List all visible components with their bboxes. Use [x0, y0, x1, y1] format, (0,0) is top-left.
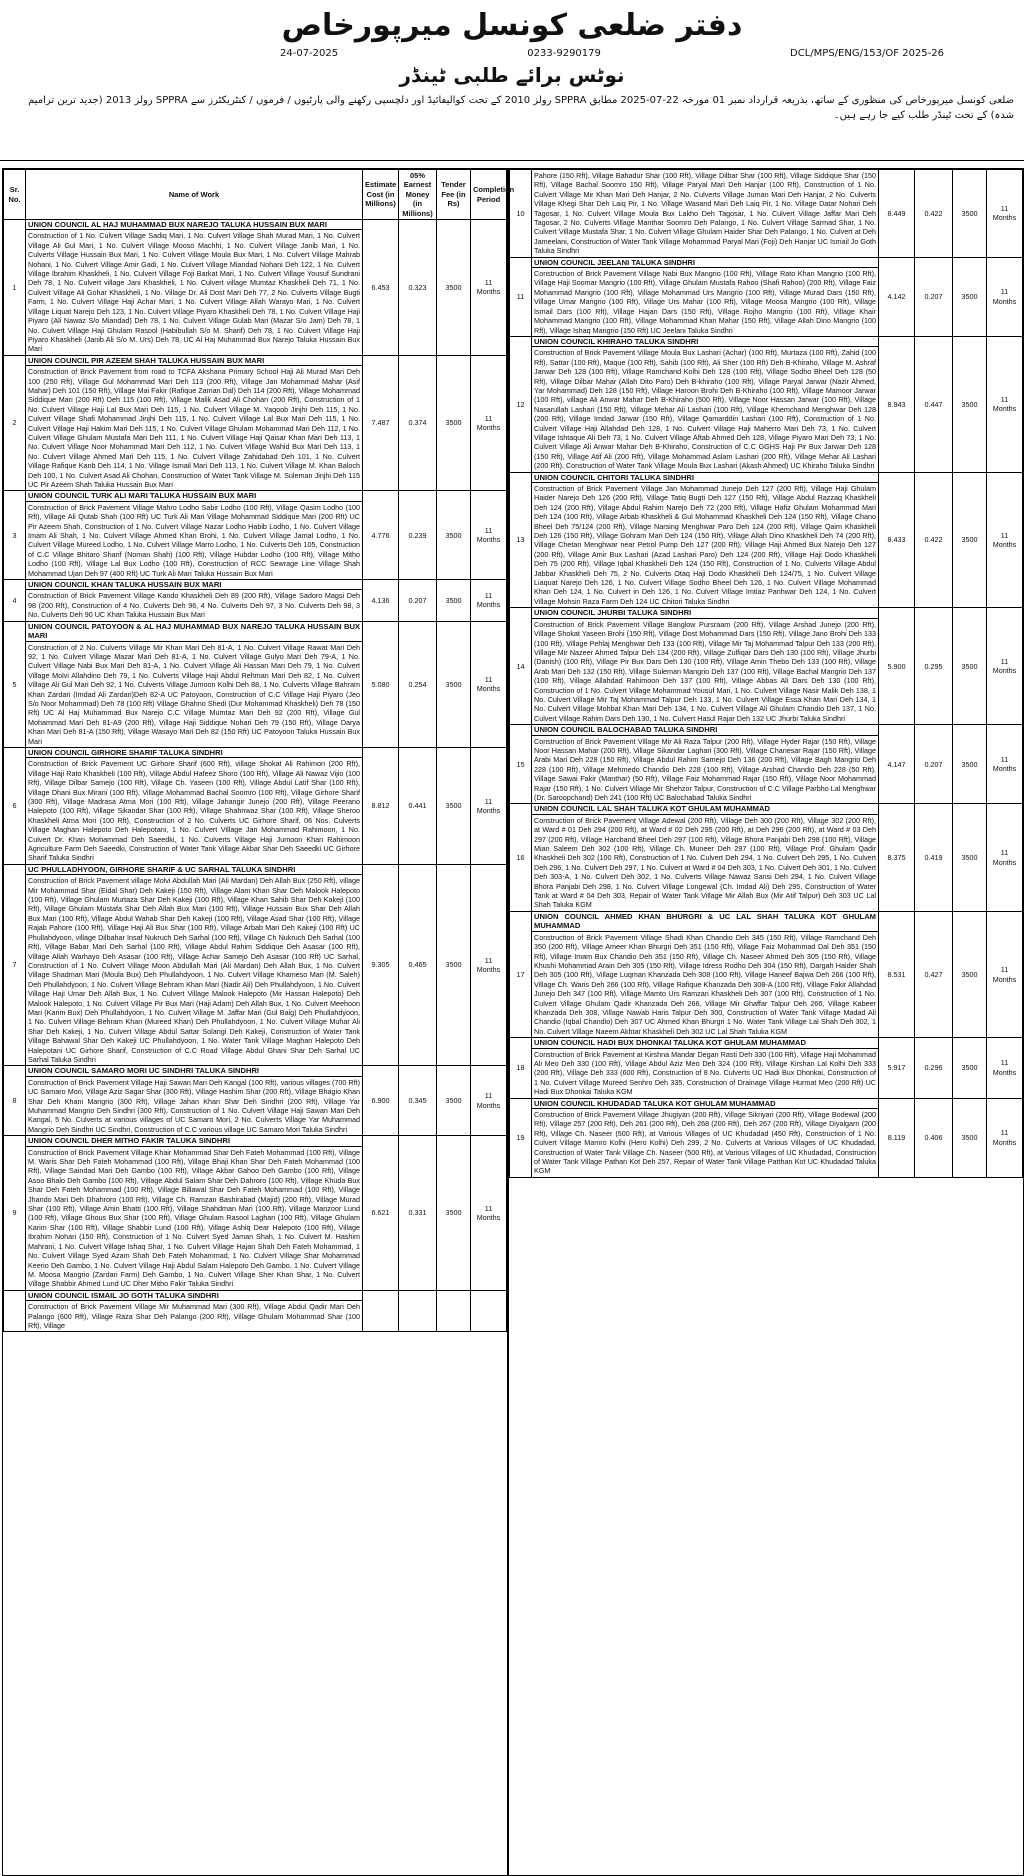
- earnest-money: 0.427: [915, 911, 953, 1037]
- header-work: Name of Work: [26, 170, 363, 220]
- work-description: [532, 170, 879, 258]
- work-description: [532, 725, 879, 804]
- right-column: [508, 168, 1024, 1876]
- serial-number: 14: [510, 608, 532, 725]
- earnest-money: [399, 1290, 437, 1332]
- table-row: [4, 1290, 507, 1332]
- work-description: [26, 621, 363, 747]
- work-text: Construction of Brick Pavement Village Adewal (200 Rft), Village Deh 300 (200 Rft), Village 302 (200 Rft), at Ward # 01 Deh 294 (200 Rft), at Ward # 02 Deh 295 (200 Rft), at Deh 296 (200 Rft), at Ward # 03 Deh 297 (200 Rft), Village Harchand Bheel Deh 297 (100 Rft), Village Bhora Panjabi Deh 298 (100 Rft), Village Mian Saleem Deh 302 (100 Rft), Village Ch. Muneer Deh 297 (100 Rft), Village Prof. Ghulam Qadir Khaskheli Deh 302 (100 Rft), Construction of 1 No. Culvert Deh 294, 1 No. Culvert Deh 295, 1 No. Culvert Deh 296, 1 No. Culvert Deh 297, 1 No. Culvert at Ward # 04 Deh 303, 1 No. Culvert Deh 301, 1 No. Culvert Deh 303-A, 1 No. Culvert Deh 302, 1 No. Culverts Village Nawaz Sansi Deh 294, 1 No. Culvert Village Bhora Panjabi Deh 298, 1 No. Culvert Village Longewal (Ch. Imdad Ali) Deh 295, Construction of Water Tank at Ward # 04 Deh 303, Repair of Water Tank Village Mir Allah Bux (Mir Atif Talpur) Deh 303 UC Lal Shah Taluka KGM: [534, 815, 876, 910]
- serial-number: 17: [510, 911, 532, 1037]
- office-title: دفتر ضلعی کونسل میرپورخاص: [281, 8, 743, 43]
- work-text: Construction of Brick Pavement Village Jan Mohammad Junejo Deh 127 (200 Rft), Village Haji Ghulam Haider Narejo Deh 126 (200 Rft), Village Tatiq Bugti Deh 127 (150 Rft), Village Abdul Razzaq Khaskheli Deh 124 (200 Rft), Village Abdul Rahim Narejo Deh 72 (200 Rft), Village Hafiz Ghulam Mohammad Mari Deh 124 (100 Rft), Village Arbab Khaskheli & Gul Mohammad Khaskheli Deh 124 (150 Rft), Village Chano Bheel Deh 75/124 (200 Rft), Village Narsing Menghwar Paro Deh 124 (200 Rft), Village Qaim Khaskheli Deh 126 (150 Rft), Village Gohram Mari Deh 124 (150 Rft), Village Allah Dino Khaskheli Deh 74 (200 Rft), Village Chetan Menghwar near Petrol Pump Deh 127 (200 Rft), Village Haji Ahmed Bux Narejo Deh 127 (200 Rft), Village Amir Bux Lashari (Azad Lashari Paro) Deh 124 (200 Rft), Village Haji Dodo Khaskheli Deh 75 (200 Rft), Village Iqbal Khaskheli Deh 124 (150 Rft), Construction of 1 No. Culverts Village Abdul Jabbar Khaskheli Deh 75, 2 No. Culverts Otaq Haji Dodo Khaskheli Deh 124/75, 1 No. Culvert Village Liaquat Narejo Deh 126, 1 No. Culvert Village Sodho Bheel Deh 126, 1 No. Culvert Village Mohammad Khan Deh 124, 1 No. Culvert in Deh 126, 1 No. Culvert Village Imtiaz Panhwar Deh 124, 1 No. Culvert Village Mohsin Raza Farm Deh 124 UC Chitori Taluka Sindhri: [534, 484, 876, 606]
- notice-date: 24-07-2025: [280, 48, 339, 59]
- table-row: [4, 621, 507, 747]
- estimate-cost: 5.080: [363, 621, 399, 747]
- table-row: [510, 1038, 1023, 1098]
- work-text: Construction of Brick Pavement Village Jhugiyan (200 Rft), Village Sikriyari (200 Rft), Village Bodewal (200 Rft), Village 257 (200 Rft), Deh 261 (200 Rft), Deh 268 (200 Rft), Deh 267 (200 Rft), Village Diyalgarn (200 Rft), Village Ch. Naseer (500 Rft), at Various Villages of UC Khudadad (450 Rft), Construction of 1 No. Culvert Village Mamro Kolhi (Hero Kolhi) Deh 299, 2 No. Culverts at Various Villages of UC Khudadad, Construction of Water Tank Village Ch. Naseer (500 Rft), at Various Villages of UC Khudadad, Construction of Water Tank Village Pathan Kot Deh 257, Repair of Water Tank Village Patthan Kot UC Khudadad Taluka KGM: [534, 1110, 876, 1176]
- table-row: [4, 1136, 507, 1291]
- notice-header: [0, 0, 1024, 161]
- header-sr: Sr. No.: [4, 170, 26, 220]
- earnest-money: 0.207: [915, 725, 953, 804]
- work-text: Construction of Brick Pavement Village Shadi Khan Chandio Deh 345 (150 Rft), Village Ramchand Deh 350 (200 Rft), Village Ameer Khan Bhurgri Deh 351 (150 Rft), Village Faiz Mohammad Dal Deh 351 (150 Rft), Village Imam Bux Chandio Deh 351 (150 Rft), Village Ch. Naseer Ahmed Deh 305 (150 Rft), Village Khushi Mohammad Arain Deh 305 (150 Rft), Village Idress Rodho Deh 304 (150 Rft), Dargah Haider Shah Deh 305 (100 Rft), Village Luqman Khanzada Deh 308 (100 Rft), Village Haneef Bajwa Deh 266 (100 Rft), Village Ch. Waris Deh 266 (100 Rft), Village Rafique Khanzada Deh 308-A (100 Rft), Village Fakir Allahdad Junejo Deh 347 (100 Rft), Village Mamto Urs Ramzan Khaskheli Deh 307 (100 Rft), Construction of 1 No. Culvert Village Ghulam Qadir Khanzada Deh 266, Village Mir Ghaffar Talpur Deh 266, Village Kabeer Khanzada Deh 308, Village Nawab Haris Talpur Deh 300, Construction of Water Tank Village Madad Ali Chandio (Iqbal Chandio) Deh 307 UC Ahmed Khan Bhurgri 1 No. Water Tank Village Lal Shah Deh 302, 1 No. Culvert Village Naeem Akhtar Khaskheli Deh 302 UC Lal Shah Taluka KGM: [534, 932, 876, 1036]
- union-council-heading: UNION COUNCIL CHITORI TALUKA SINDHRI: [532, 473, 878, 483]
- serial-number: 3: [4, 491, 26, 580]
- estimate-cost: 8.812: [363, 747, 399, 864]
- work-description: [26, 491, 363, 580]
- serial-number: 15: [510, 725, 532, 804]
- union-council-heading: UNION COUNCIL KHIRAHO TALUKA SINDHRI: [532, 337, 878, 347]
- tender-table-right: [509, 169, 1023, 1178]
- earnest-money: 0.345: [399, 1066, 437, 1136]
- tender-fee: 3500: [953, 170, 987, 258]
- tender-fee: [437, 1290, 471, 1332]
- completion-period: 11 Months: [471, 580, 507, 622]
- work-description: [26, 864, 363, 1066]
- estimate-cost: 8.433: [879, 472, 915, 608]
- work-text: Construction of Brick Pavement from road to TCFA Akshana Primary School Haji Ali Murad Mari Deh 100 (250 Rft), Village Gul Mohammad Mari Deh 113 (200 Rft), Village Jan Mohammad Mahar (Asif Mahar) Deh 101 (150 Rft), Village Mai Fakir (Rafique Zaman Dal) Deh 114 (200 Rft), Village Mohammad Siddique Mari (200 Rft) Deh 115 (100 Rft), Village Malik Asad Ali Chohan (200 Rft), Construction of 1 No. Culvert Village Haji Lal Bux Mari Deh 115, 1 No. Culvert Village M. Yaqoob Jinjhi Deh 115, 1 No. Culvert Village Shafi Mohammad Jinjhi Deh 115, 1 No. Culvert Village Lal Bux Mari Deh 115, 1 No. Culvert Village Haji Hakim Mari Deh 115, 1 No. Culvert Village Ghulam Mohammad Mari Deh 112, 1 No. Culvert Village Ghulam Mustafa Mari Deh 111, 1 No. Culvert Village Haji Qaisar Khan Mari Deh 113, 1 No. Culvert Village Noor Mohammad Mari Deh 112, 1 No. Culvert Village Wahid Bux Mari Deh 113, 1 No. Culvert Village Ahmed Mari Deh 115, 1 No. Culvert Village Zahidabad Deh 101, 1 No. Culvert Village Rafique Kanb Deh 114, 1 No. Village Ismail Mari Deh 113, 1 No. Culvert Village M. Khan Baloch Deh 100, 1 No. Culvert Asad Ali Chohan, Construction of Water Tank Village M. Suleman Jinjhi Deh 115 UC Pir Azeem Shah Taluka Hussain Bux Mari: [28, 367, 360, 489]
- completion-period: 11 Months: [987, 1038, 1023, 1098]
- completion-period: 11 Months: [987, 804, 1023, 911]
- table-row: [510, 804, 1023, 911]
- notice-title: نوٹس برائے طلبی ٹینڈر: [399, 63, 625, 87]
- work-text: Construction of Brick Pavement UC Girhore Sharif (600 Rft), village Shokat Ali Rahimon (200 Rft), Village Haji Rato Khaskheli (100 Rft), Village Abdul Hafeez Shoro (100 Rft), Village Ali Nawaz Vijio (100 Rft), Village Dilbar Samejo (100 Rft), Village Ch. Yaseen (100 Rft), Village Abdul Latif Shar (100 Rft), Village Dhani Bux Mirani (100 Rft), Village Mohammad Bachal Soomro (100 Rft), Village Girhore Sharif (300 Rft), Village Madrasa Atma Mori (100 Rft), Village Jahangir Junejo (200 Rft), Village Peerano Halepoto (100 Rft), Village Sikandar Shar (100 Rft), Village Shahnwaz Shar (100 Rft), Village Sheroo Khaskheli Atma Mori (100 Rft), Construction of 2 No. Culverts UC Girhore Sharif, 06 Nos. Culverts Village Maghan Halepoto Deh Halepotani, 1 No. Culvert Village Jan Mohammad Rahimoon, 1 No. Culvert Dr. Khan Mohammad Deh Saeedki, 1 No. Culverts Village Haji Jumoon Khan Rahimoon Agriculture Farm Deh Saeedki, Construction of Water Tank Village Akbar Shar Deh Saeedki UC Girhore Sharif Taluka Sindhri: [28, 759, 360, 863]
- completion-period: 11 Months: [471, 491, 507, 580]
- completion-period: 11 Months: [471, 747, 507, 864]
- table-row: [4, 355, 507, 491]
- work-text: Construction of Brick Pavement at Kirshna Mandar Degan Rasti Deh 330 (100 Rft), Village Haji Mohammad Ali Meo Deh 330 (100 Rft), Village Abdul Aziz Meo Deh 324 (100 Rft), Village Kirshan Lal Kolhi Deh 333 (200 Rft), Village Deh 333 (600 Rft), Construction of 8 No. Culverts UC Hadi Bux Dhonkai, Construction of 1 No. Culvert Village Mureed Senhro Deh 335, Construction of Drainage Village Hurmat Meo (200 Rft) UC Hadi Bux Dhonkai Taluka KGM: [534, 1049, 876, 1097]
- serial-number: 9: [4, 1136, 26, 1291]
- earnest-money: 0.296: [915, 1038, 953, 1098]
- header-completion: Completion Period: [471, 170, 507, 220]
- tender-fee: 3500: [437, 864, 471, 1066]
- tender-fee: 3500: [953, 336, 987, 472]
- left-column: [2, 168, 515, 1876]
- union-council-heading: UNION COUNCIL ISMAIL JO GOTH TALUKA SINDHRI: [26, 1291, 362, 1301]
- work-description: [26, 220, 363, 356]
- completion-period: 11 Months: [987, 472, 1023, 608]
- union-council-heading: UC PHULLADHYOON, GIRHORE SHARIF & UC SARHAL TALUKA SINDHRI: [26, 865, 362, 875]
- tender-fee: 3500: [437, 355, 471, 491]
- work-description: [532, 257, 879, 336]
- table-row: [510, 1098, 1023, 1177]
- earnest-money: 0.323: [399, 220, 437, 356]
- work-text: Construction of Brick Pavement Village Kando Khaskheli Deh 89 (200 Rft), Village Sadoro Magsi Deh 98 (200 Rft), Construction of 4 No. Culverts Deh 96, 4 No. Culverts Deh 97, 3 No. Culverts Deh 98, 3 No. Culverts Deh 90 UC Khan Taluka Hussain Bux Mari: [28, 591, 360, 620]
- serial-number: 5: [4, 621, 26, 747]
- union-council-heading: UNION COUNCIL GIRHORE SHARIF TALUKA SINDHRI: [26, 748, 362, 758]
- estimate-cost: 7.487: [363, 355, 399, 491]
- table-row: [4, 1066, 507, 1136]
- serial-number: 12: [510, 336, 532, 472]
- work-text: Construction of Brick Pavement Village Mir Muhammad Mari (300 Rft), Village Abdul Qadir Mari Deh Palango (600 Rft), Village Raza Shar Deh Palango (200 Rft), Village Ghulam Mohammad Shar (100 Rft), Village: [28, 1302, 360, 1330]
- earnest-money: 0.419: [915, 804, 953, 911]
- completion-period: 11 Months: [987, 608, 1023, 725]
- tender-fee: 3500: [437, 1136, 471, 1291]
- tender-fee: 3500: [953, 725, 987, 804]
- tender-fee: 3500: [953, 911, 987, 1037]
- earnest-money: 0.331: [399, 1136, 437, 1291]
- table-row: [4, 747, 507, 864]
- table-row: [4, 864, 507, 1066]
- tender-fee: 3500: [953, 257, 987, 336]
- work-text: Construction of Brick Pavement Village Moula Bux Lashari (Achar) (100 Rft), Murtaza (100 Rft), Zahid (100 Rft), Sattar (100 Rft), Maque (100 Rft), Sahib (100 Rft), Ali Sher (100 Rft) Deh B-Khiraho, Village M. Ashraf Jarwar Deh 128 (100 Rft), Village Ramchand Kolhi Deh 128 (100 Rft), Village Sodho Bheel Deh 128 (50 Rft), Village Dilbar Mahar (Allah Dito Paro) Deh B-khiraho (100 Rft), Village Paryal Jarwar (Nazir Ahmed, Yar Mohammad) Deh 128 (150 Rft), Village Haroon Brohi Deh B-Khiraho (100 Rft), Village Mamoor Jarwar (100 Rft), village Ali Anwar Mahar Deh B-Khiraho (500 Rft), Village Noor Hassan Jarwar (100 Rft), Village Nasarullah Lashari (150 Rft), Village Mehar Ali Lashari (100 Rft), Village Khemchand Menghwar Deh 128 (200 Rft), Village Imdad Jarwar (150 Rft), Village Qamarddin Lashari (100 Rft), Construction of 1 No. Culvert Village Haji Allahdad Deh 128, 1 No. Culvert Village Haji Maherro Mari Deh 73, 1 No. Culvert Village Ishtaque Ali Deh 73, 1 No. Culvert Village Aftab Ahmed Deh 128, Village Piyaro Mari Deh 73, 1 No. Culvert Village Ali Anwar Mahar Deh B-Khiraho, Construction of C.C GGHS Haji Pir Bux Jarwar Deh 128 (150 Rft), Village Atif Ali (200 Rft), Village Mohammad Aslam Lashari (200 Rft), Village Mehar Ali Lashari (200 Rft), Construction of Water Tank Village Moula Bux Lashari (Akash Ahmed) UC Khiraho Taluka Sindhri: [534, 348, 876, 471]
- estimate-cost: 6.621: [363, 1136, 399, 1291]
- reference-line: [0, 46, 1024, 59]
- union-council-heading: UNION COUNCIL HADI BUX DHONKAI TALUKA KOT GHULAM MUHAMMAD: [532, 1038, 878, 1048]
- tender-fee: 3500: [953, 1098, 987, 1177]
- work-text: Construction of Brick Pavement Village Mahro Lodho Sabir Lodho (100 Rft), Village Qasim Lodho (100 Rft), Village Ali Qutab Shah (100 Rft) UC Turk Ali Mari Village Mohammad Siddique Mari (200 Rft) UC Pir Azeem Shah, Construction of 1 No. Culvert Village Nazar Lodho Habib Lodho, 1 No. Culvert Village Imam Ali Shah, 1 No. Culvert Village Ahmed Khan Brohi, 1 No. Culvert Village Jamal Lodho, 1 No. Culvert Village Mureed Lodho, 1 No. Culvert Village Marro Lodho, 1 No. Culverts Deh 105, Construction of C.C Village Bhitaro Sharif (Noman Shah) (100 Rft), Village Hubdar Lodho (100 Rft), Village Mitho Lodho (100 Rft), Village Lal Bux Lodho (100 Rft), Construction of RCC Sewrage Line Village Shah Mohammad Ujan Deh 97 (400 Rft) UC Turk Ali Mari Taluka Hussain Bux Mari: [28, 502, 360, 578]
- union-council-heading: UNION COUNCIL JEELANI TALUKA SINDHRI: [532, 258, 878, 268]
- work-text: Construction of 1 No. Culvert Village Sadiq Mari, 1 No. Culvert Village Shah Murad Mari, 1 No. Culvert Village Ali Gul Mari, 1 No. Culvert Village Mooso Machhi, 1 No. Culvert Village Janib Mari, 1 No. Culverts Village Hussain Bux Mari, 1 No. Culvert Village Moula Bux Mari, 1 No. Culvert Village Mahrab Nohani, 1 No. Culvert Village Amir Gadi, 1 No. Culvert Village Miandad Nohani Deh 122, 1 No. Culvert Village Ibrahim Khaskheli, 1 No. Culvert Village Foji Barkat Mari, 1 No. Culvert Village Yousuf Sundrani Deh 78, 1 No. Culvert village Jani Khaskheli, 1 No. Culvert village Mumtaz Khaskheli Deh 71, 1 No. Culvert Village Ali Gohar Khaskheli, 1 No. Village Dr. Ali Dost Mari Deh 77, 2 No. Culverts Village Bugti Farm, 1 No. Culvert Village Haji Achar Mari, 1 No. Culvert Village Allah Warayo Mari, 1 No. Culvert Village Liquat Narejo Deh 123, 1 No. Culvert Village Piyaro Khaskheli Deh 78, 1 No. Culvert Village Haji Piyaro (Ali Nawaz S/o Miandad) Deh 78, 1 No. Culvert Village Gulab Mari (Mazar S/o Jam) Deh 78, 1 No. Culvert Village Haji Ghulam Rasool (Habibullah S/o M. Sharif) Deh 78, 1 No. Culvert Village Haji Piyaro Khaskheli (Janib Ali S/o M. Urs) Deh 78, UC Al Haj Muhammad Bux Narejo Taluka Hussain Bux Mari: [28, 231, 360, 354]
- earnest-money: 0.422: [915, 472, 953, 608]
- estimate-cost: 4.776: [363, 491, 399, 580]
- table-row: [510, 257, 1023, 336]
- work-description: [532, 1038, 879, 1098]
- earnest-money: 0.239: [399, 491, 437, 580]
- completion-period: 11 Months: [987, 336, 1023, 472]
- tender-fee: 3500: [953, 472, 987, 608]
- serial-number: 11: [510, 257, 532, 336]
- union-council-heading: UNION COUNCIL PATOYOON & AL HAJ MUHAMMAD BUX NAREJO TALUKA HUSSAIN BUX MARI: [28, 621, 360, 641]
- tender-fee: 3500: [437, 747, 471, 864]
- earnest-money: 0.422: [915, 170, 953, 258]
- serial-number: 2: [4, 355, 26, 491]
- earnest-money: 0.406: [915, 1098, 953, 1177]
- work-description: [532, 336, 879, 472]
- union-council-heading: UNION COUNCIL AHMED KHAN BHURGRI & UC LAL SHAH TALUKA KOT GHULAM MUHAMMAD: [534, 911, 876, 931]
- serial-number: 16: [510, 804, 532, 911]
- serial-number: 4: [4, 580, 26, 622]
- work-description: [26, 355, 363, 491]
- union-council-heading: UNION COUNCIL SAMARO MORI UC SINDHRI TALUKA SINDHRI: [26, 1066, 362, 1076]
- table-row: [4, 491, 507, 580]
- serial-number: 1: [4, 220, 26, 356]
- table-header-row: [4, 170, 507, 220]
- serial-number: 13: [510, 472, 532, 608]
- serial-number: 6: [4, 747, 26, 864]
- completion-period: [471, 1290, 507, 1332]
- completion-period: 11 Months: [471, 1136, 507, 1291]
- estimate-cost: 5.900: [879, 608, 915, 725]
- estimate-cost: 4.136: [363, 580, 399, 622]
- completion-period: 11 Months: [471, 220, 507, 356]
- union-council-heading: UNION COUNCIL LAL SHAH TALUKA KOT GHULAM MUHAMMAD: [532, 804, 878, 814]
- tender-fee: 3500: [437, 220, 471, 356]
- work-text: Construction of 2 No. Culverts Village Mir Khan Mari Deh 81-A, 1 No. Culvert Village Rawat Mari Deh 92, 1 No. Culvert Village Mazar Mari Deh 81-A, 1 No. Culvert Village Gulyo Mari Deh 79-A, 1 No. Culvert Village Nabi Bux Mari Deh 81-A, 1 No. Culvert Village Ali Hassan Mari Deh 79, 1 No. Culvert Village Molvi Allahdino Deh 79, 1 No. Culverts Village Haji Abdul Rehman Mari Deh 82, 1 No. Culvert Village Ali Gul Mari Deh 92, 1 No. Culverts Village Jumoon Kolhi Deh 88, 1 No. Culverts Village Bahram Khan Zardari (Imdad Ali Zardari)Deh 82-A UC Patoyoon, Construction of C.C Village Haji Piyaro (Jeo S/o Noor Mohammad) Deh 78 (100 Rft) Village Ghahno Shedi (Dur Mohammad Khaskheli) Deh 78 (150 Rft) UC Al Haj Muhammad Bux Narejo C.C Village Mumtaz Mari Deh 92 (200 Rft), Village Gul Mohammad Mari Deh 81-A9 (200 Rft), Village Haji Siddique Nohari Deh 79 (150 Rft), Village Darya Khan Mari Deh 81-A (150 Rft), Village Wasayo Mari Deh 82 (150 Rft) UC Patoyoon Taluka Hussain Bux Mari: [28, 642, 360, 746]
- tender-fee: 3500: [437, 621, 471, 747]
- work-description: [532, 472, 879, 608]
- work-text: Construction of Brick Pavement Village Mir Ali Raza Talpur (200 Rft), Village Hyder Rajar (150 Rft), Village Noor Hassan Mahar (200 Rft), Village Sikandar Laghari (300 Rft), Village Chanesar Rajar (150 Rft), Village Arabi Mari Deh 228 (150 Rft), Village Abdul Rahim Samejo Deh 136 (200 Rft), Village Bagh Mangrio Deh 228 (100 Rft), Village Mehmedo Chandio Deh 228 (100 Rft), Village Arshad Chandio Deh 228 (50 Rft), Village Sawai Fakir (Manthar) (50 Rft), Village Faiz Mohammad Rajar (150 Rft), Village Noor Mohammad Rajar (150 Rft), 1 No. Culvert Village Mir Shehzor Talpur, Construction of C.C Village Parbho Lal Menghwar (Dr. Saroopchand) Deh 241 (100 Rft) UC Balochabad Taluka Sindhri: [534, 736, 876, 802]
- table-row: [510, 472, 1023, 608]
- earnest-money: 0.441: [399, 747, 437, 864]
- union-council-heading: UNION COUNCIL TURK ALI MARI TALUKA HUSSAIN BUX MARI: [26, 491, 362, 501]
- earnest-money: 0.207: [915, 257, 953, 336]
- earnest-money: 0.207: [399, 580, 437, 622]
- left-table-body: [4, 220, 507, 1332]
- estimate-cost: 9.305: [363, 864, 399, 1066]
- earnest-money: 0.295: [915, 608, 953, 725]
- work-description: [532, 608, 879, 725]
- tender-fee: 3500: [437, 1066, 471, 1136]
- estimate-cost: 8.943: [879, 336, 915, 472]
- tender-fee: 3500: [437, 491, 471, 580]
- union-council-heading: UNION COUNCIL KHAN TALUKA HUSSAIN BUX MARI: [26, 580, 362, 590]
- table-row: [510, 911, 1023, 1037]
- estimate-cost: 5.917: [879, 1038, 915, 1098]
- tender-fee: 3500: [953, 608, 987, 725]
- serial-number: 7: [4, 864, 26, 1066]
- work-description: [26, 1290, 363, 1332]
- work-description: [532, 1098, 879, 1177]
- work-text: Pahore (150 Rft), Village Bahadur Shar (100 Rft), Village Dilbar Shar (100 Rft), Village Siddique Shar (150 Rft), Village Bachal Soomro 150 Rft), Village Paryal Mari Deh Hanjar (100 Rft), Construction of 1 No. Culvert Village Mir Khan Mari Deh Hanjar, 2 No. Culverts Village Juman Mari Deh Hanjar, 2 No. Culverts Village Khegi Shar Deh Laiq Pir, 1 No. Village Wasand Mari Deh Laiq Pir, 1 No. Village Datar Nohari Deh Tagosar, 1 No. Culvert Village Moula Bux Lakho Deh Tagosar, 1 No. Culvert Village Jaffar Mari Deh Tagosar, 2 No. Culverts Village Manthar Soomro Deh Palango, 1 No. Culvert Village Sarmad Shar, 1 No. Culvert Village Mustafa Shar, 1 No. Culvert Village Ghulam Haider Shar Deh Palango, 1 No. Culvert at Deh Jameelani, Construction of Water Tank Village Mohammad Paryal Mari (Foji) Deh Hanjar UC Ismail Jo Goth Taluka Sindhri: [534, 171, 876, 256]
- completion-period: 11 Months: [987, 1098, 1023, 1177]
- completion-period: 11 Months: [987, 170, 1023, 258]
- table-row: [4, 220, 507, 356]
- table-row: [510, 608, 1023, 725]
- estimate-cost: [363, 1290, 399, 1332]
- table-row: [510, 336, 1023, 472]
- union-council-heading: UNION COUNCIL KHUDADAD TALUKA KOT GHULAM MUHAMMAD: [532, 1099, 878, 1109]
- work-description: [532, 804, 879, 911]
- estimate-cost: 6.900: [363, 1066, 399, 1136]
- earnest-money: 0.374: [399, 355, 437, 491]
- serial-number: 8: [4, 1066, 26, 1136]
- header-fee: Tender Fee (in Rs): [437, 170, 471, 220]
- tender-columns: [0, 168, 1024, 1876]
- header-cost: Estimate Cost (in Millions): [363, 170, 399, 220]
- completion-period: 11 Months: [471, 621, 507, 747]
- work-description: [26, 747, 363, 864]
- work-description: [532, 911, 879, 1037]
- union-council-heading: UNION COUNCIL DHER MITHO FAKIR TALUKA SINDHRI: [26, 1136, 362, 1146]
- completion-period: 11 Months: [987, 257, 1023, 336]
- table-row: [510, 170, 1023, 258]
- work-text: Construction of Brick Pavement Village Nabi Bux Mangrio (100 Rft), Village Rato Khan Mangrio (100 Rft), Village Haji Soomar Mangrio (100 Rft), Village Ghulam Mustafa Rahoo (Shafi Rahoo) (200 Rft), Village Faiz Mohammad Mangrio (100 Rft), Village Mohammad Urs Mangrio (100 Rft), Village Murad Dars (150 Rft), Village Umar Mangrio (100 Rft), Village Urs Mahar (100 Rft), Village Moosa Mangrio (100 Rft), Village Ismail Dars (100 Rft), Village Hajan Dars (150 Rft), Village Rojho Mangrio (100 Rft), Village Khair Mohammad Mangrio (100 Rft), Village Mohammad Khan Mahar (150 Rft), Village Allah Dino Mangrio (100 Rft), Village Ishaq Mangrio (150 Rft) UC Jeelani Taluka Sindhri: [534, 269, 876, 335]
- work-text: Construction of Brick Pavement village Molvi Abdullah Mari (Ali Mardan) Deh Allah Bux (250 Rft), village Mir Mohammad Shar (Eidal Shar) Deh Kakeji (150 Rft), Village Alam Khan Shar Deh Malook Halepoto (100 Rft), Village Ghulam Murtaza Shar Deh Kakeji (100 Rft), Village Khan Sahib Shar Deh Kakeji (100 Rft), Village Ghulam Mustafa Shar Deh Allah Bux Mari (100 Rft), Village Hussain Bux Shar Deh Allah Bux Mari (100 Rft), Village Abdul Wahab Shar Deh Kakeji (100 Rft), Village Asad Shar (100 Rft), Village Rajab Pahore (100 Rft), Village Haji Ali Bux Shar (100 Rft), Village Arbab Mari Deh Kakeji (100 Rft) UC Phullahdyoon, village Dilbahar Insaf Nukruch Deh Sarhal (100 Rft), Village Ch Nukruch Deh Sarhal (100 Rft), Village Babar Mari Deh Sarhal (100 Rft), Village Abdul Rahim Siddique Deh Asasar (100 Rft), Village Allah Warhayo Deh Asasar (100 Rft), Village Achar Samejo Deh Asasar (100 Rft) UC Sarhal, Construction of 1 No. Culvert Village Moon Abdullah Mari (Ali Mardan) Deh Allah Bux, 1 No. Culvert Village Shadman Mari (Moula Bux) Deh Phullahdyoon, 1 No. Culvert Village Khameso Mari (M. Saleh) Deh Phullahdyoon, 1 No. Culvert Village Behram Khan Mari (Nadir Ali) Deh Phullahdyoon, 1 No. Culvert Village Haji Umar Deh Allah Bux, 1 No. Culvert Village Malook Halepoto (Mir Hassan Halepoto) Deh Malook Halepoto, 1 No. Culvert Village Pir Bux Mari (Haji Adam) Deh Allah Bux, 1 No. Culvert Meehoon Mari (Karim Bux) Deh Phullahdyoon, 1 No. Culvert Village M. Jaffar Mari (Gul Baig) Deh Phullahdyoon, 1 No. Culvert Village Behram Khan (Mureed Khan) Deh Phullahdyoon, 1 No. Culvert Village Muhar Ali Shar Deh Kakeji, 1 No. Culvert Village Abdul Sattar Solangi Deh Kakeji, Construction of Water Tank Village Bahawal Shar Deh Kakeji UC Phullahdyoon, 1 No. Water Tank Village Maghan Halepoto Deh Halepotani UC Girhore Sharif, Construction of C.C Road Village Abdul Ghani Shar Deh Sarhal UC Sarhal Taluka Sindhri: [28, 876, 360, 1064]
- union-council-heading: UNION COUNCIL BALOCHABAD TALUKA SINDHRI: [532, 725, 878, 735]
- estimate-cost: 4.142: [879, 257, 915, 336]
- tender-fee: 3500: [437, 580, 471, 622]
- table-row: [4, 580, 507, 622]
- serial-number: 19: [510, 1098, 532, 1177]
- tender-table-left: [3, 169, 515, 1332]
- union-council-heading: UNION COUNCIL PIR AZEEM SHAH TALUKA HUSSAIN BUX MARI: [26, 356, 362, 366]
- serial-number: [4, 1290, 26, 1332]
- completion-period: 11 Months: [987, 911, 1023, 1037]
- serial-number: 10: [510, 170, 532, 258]
- completion-period: 11 Months: [987, 725, 1023, 804]
- work-description: [26, 1066, 363, 1136]
- right-table-body: [510, 170, 1023, 1178]
- estimate-cost: 8.449: [879, 170, 915, 258]
- estimate-cost: 8.531: [879, 911, 915, 1037]
- notice-description: ضلعی کونسل میرپورخاص کی منظوری کے ساتھ، بذریعہ قرارداد نمبر 01 مورخہ 22-07-2025 مطابق SPPRA رولز 2010 کے تحت کوالیفائیڈ اور دلچسپی رکھنے والی پارٹیوں / فرموں / کنٹریکٹرز سے SPPRA رولز 2013 (جدید ترین ترامیم شدہ) کے تحت ٹینڈر طلب کیے جا رہے ہیں۔: [28, 95, 1014, 121]
- completion-period: 11 Months: [471, 1066, 507, 1136]
- union-council-heading: UNION COUNCIL AL HAJ MUHAMMAD BUX NAREJO TALUKA HUSSAIN BUX MARI: [26, 220, 362, 230]
- work-description: [26, 1136, 363, 1291]
- earnest-money: 0.254: [399, 621, 437, 747]
- tender-fee: 3500: [953, 804, 987, 911]
- work-text: Construction of Brick Pavement Village Banglow Pursraam (200 Rft), Village Arshad Junejo (200 Rft), Village Shokat Yaseen Brohi (150 Rft), Village Dost Mohammad Dars (150 Rft), Village Jano Brohi Deh 133 (100 Rft), Village Pehlaj Menghwar Deh 133 (100 Rft), Village Mir Taj Mohammad Talpur Deh 133 (200 Rft), Village Mir Nazeer Ahmed Talpur Deh 134 (200 Rft), Village Zulfiqar Dars Deh 130 (100 Rft), Village Jhurbi (Danish) (100 Rft), Village Pir Bux Dars Deh 130 (100 Rft), Village Amin Thebo Deh 133 (100 Rft), Village Arab Mari Deh 132 (150 Rft), Village Suleman Mangrio Deh 137 (100 Rft), Village Bachal Mangrio Deh 137 (100 Rft), Village Allahdad Rahimoon Deh 137 (100 Rft), Village Abbas Ali Dars Deh 130 (100 Rft), Construction of 1 No. Culvert Village Mohammad Yousuf Mari, 1 No. Culvert Village Nasir Malik Deh 138, 1 No. Culvert Village Mir Taj Mohammad Talpur Deh 133, 1 No. Culvert Village Essa Khan Mari Deh 134, 1 No. Culvert Village Mohbat Khan Mari Deh 134, 1 No. Culvert Village Ali Ghulam Chandio Deh 137, 1 No. Culvert Village Rahim Dars Deh 130, 1 No. Culvert Hasul Rajar Deh 132 UC Jhurbi Taluka Sindhri: [534, 619, 876, 723]
- earnest-money: 0.447: [915, 336, 953, 472]
- header-earnest: 05% Earnest Money (in Millions): [399, 170, 437, 220]
- tender-fee: 3500: [953, 1038, 987, 1098]
- table-row: [510, 725, 1023, 804]
- estimate-cost: 8.375: [879, 804, 915, 911]
- work-description: [26, 580, 363, 622]
- estimate-cost: 8.119: [879, 1098, 915, 1177]
- work-text: Construction of Brick Pavement Village Haji Sawan Mari Deh Kangal (100 Rft), various villages (700 Rft) UC Samaro Mori, Village Aziz Sagar Shar (300 Rft), Village Hashim Shar (200 Rft), Village Bhagio Khan Shar Deh Khani Mangrio (300 Rft), Village Jahan Khan Shar Deh Sindhri (200 Rft), Village Yar Muhammad Mangrio Deh Sindhri (300 Rft), Construction of 1 No. Culvert Village Haji Sawan Mari Deh Kangal, 5 No. Culverts at various villages of UC Samaro Mori, 2 No. Culverts Village Yar Muhammad Mangrio Deh Sindhri UC Sindhri, Construction of C.C various village UC Samaro Mori Taluka Sindhri: [28, 1077, 360, 1134]
- estimate-cost: 4.147: [879, 725, 915, 804]
- completion-period: 11 Months: [471, 864, 507, 1066]
- work-text: Construction of Brick Pavement Village Khair Mohammad Shar Deh Fateh Mohammad (100 Rft), Village M. Waris Shar Deh Fateh Mohammad (100 Rft), Village Bhaji Khan Shar Deh Fateh Mohammad (100 Rft), Village Saindad Mari Deh Gambo (100 Rft), Village Akbar Gahoo Deh Gambo (100 Rft), Village Asoo Bhalo Deh Gambo (100 Rft), Village Abdul Salam Shar Deh Dahroro (100 Rft), Village Khuda Bux Shar Deh Fateh Mohammad (100 Rft), Village Billawal Shar Deh Fateh Mohammad (100 Rft), Village Jhando Mari Deh Dhahroro (100 Rft), Village Ch. Ramzan Bashirabad (Majid) (200 Rft), Village Murad Shar (100 Rft), Village Amin Bhatti (100 Rft), Village Shahdman Mari (100 Rft), Village Manzoor Lund (100 Rft), Village Ghous Bux Shar (100 Rft), Village Ghulam Rasool Laghari (100 Rft), Village Ghulam Karim Shar (100 Rft), Village Shabbir Lund (100 Rft), Village Ashiq Dear Halepoto (100 Rft), Village Ibrahim Nohari (150 Rft), Construction of 1 No. Culvert Syed Jaman Shah, 1 No. Culvert M. Hashim Mahrani, 1 No. Culvert Village Ishaq Shar, 1 No. Culvert Village Hajan Shah Deh Fateh Mohammad, 1 No. Culvert Village Syed Azam Shah Deh Fateh Mohammad, 1 No. Culvert Village Shar Mohammad Keerio Deh Gambo, 1 No. Culvert Village Haji Abdul Salam Halepoto Deh Gambo, 1 No. Culvert Village M. Moosa Mangrio (Zardari Farm) Deh Gambo, 1 No. Culvert Village Sher Khan Shar, 1 No. Culvert Village Shabbir Ahmed Lund UC Dher Mitho Fakir Taluka Sindhri: [28, 1147, 360, 1289]
- earnest-money: 0.465: [399, 864, 437, 1066]
- reference-number: DCL/MPS/ENG/153/OF 2025-26: [790, 48, 944, 59]
- serial-number: 18: [510, 1038, 532, 1098]
- completion-period: 11 Months: [471, 355, 507, 491]
- union-council-heading: UNION COUNCIL JHURBI TALUKA SINDHRI: [532, 608, 878, 618]
- estimate-cost: 6.453: [363, 220, 399, 356]
- office-phone: 0233-9290179: [527, 48, 601, 59]
